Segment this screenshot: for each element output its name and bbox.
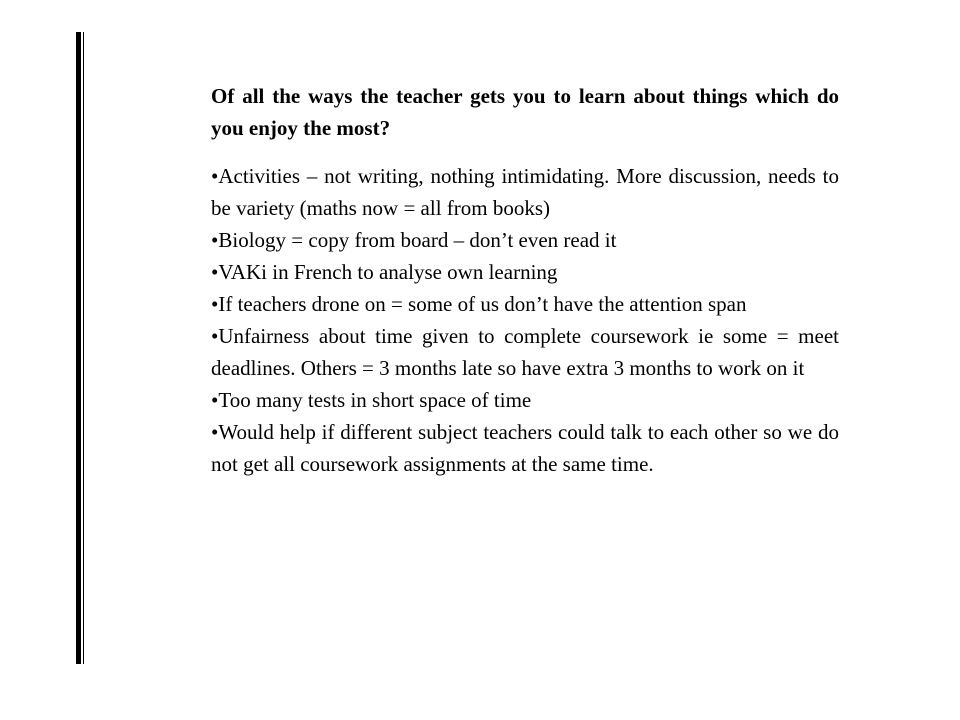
answer-item	[211, 224, 839, 256]
bullet-glyph: •	[211, 228, 219, 252]
answer-item	[211, 288, 839, 320]
bullet-glyph: •	[211, 388, 219, 412]
question-heading: Of all the ways the teacher gets you to learn about things which do you enjoy the most?	[211, 84, 839, 140]
slide-content	[211, 80, 839, 480]
answer-list	[211, 160, 839, 480]
bullet-glyph: •	[211, 260, 219, 284]
bullet-glyph: •	[211, 292, 219, 316]
answer-text: Activities – not writing, nothing intimidating. More discussion, needs to be variety (maths now = all from books)	[211, 164, 839, 220]
answer-text: If teachers drone on = some of us don’t have the attention span	[218, 292, 747, 316]
answer-text: Unfairness about time given to complete coursework ie some = meet deadlines. Others = 3 months late so have extra 3 months to work on it	[211, 324, 839, 380]
left-border-thick-line	[76, 32, 81, 664]
answer-text: VAKi in French to analyse own learning	[218, 260, 558, 284]
answer-item	[211, 384, 839, 416]
answer-text: Too many tests in short space of time	[218, 388, 532, 412]
answer-text: Biology = copy from board – don’t even read it	[218, 228, 617, 252]
answer-item	[211, 160, 839, 224]
left-border-thin-line	[83, 32, 84, 664]
answer-text: Would help if different subject teachers could talk to each other so we do not get all coursework assignments at the same time.	[211, 420, 839, 476]
bullet-glyph: •	[211, 420, 219, 444]
answer-item	[211, 416, 839, 480]
bullet-glyph: •	[211, 164, 219, 188]
bullet-glyph: •	[211, 324, 219, 348]
answer-item	[211, 256, 839, 288]
answer-item	[211, 320, 839, 384]
